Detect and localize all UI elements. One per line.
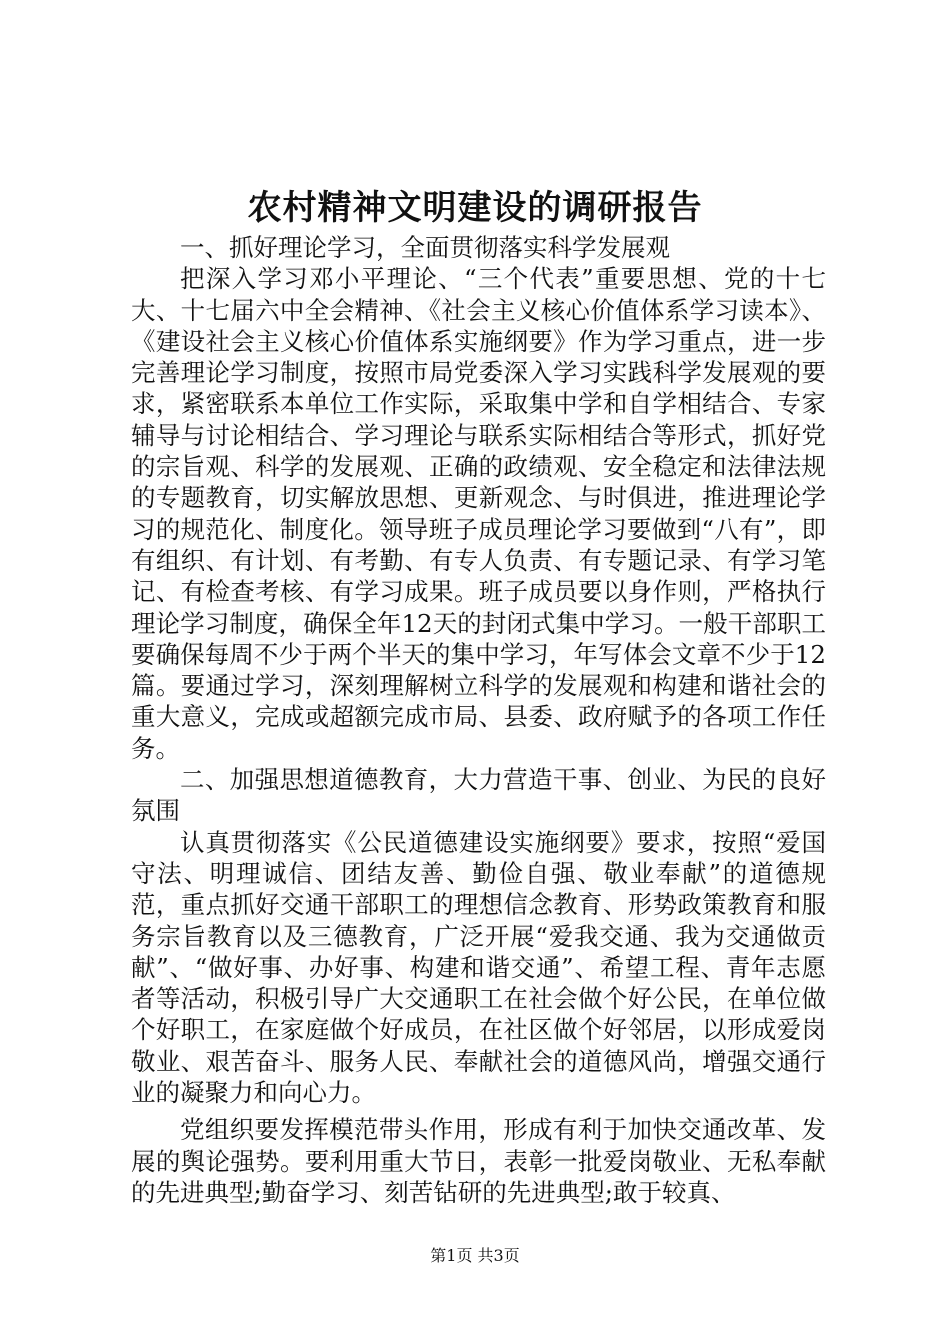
section-heading-1: 一、抓好理论学习，全面贯彻落实科学发展观 (180, 233, 670, 262)
document-body (131, 232, 826, 1208)
section-heading-2: 二、加强思想道德教育，大力营造干事、创业、为民的良好氛围 (131, 765, 826, 826)
paragraph-2: 认真贯彻落实《公民道德建设实施纲要》要求，按照“爱国守法、明理诚信、团结友善、勤俭自强、敬业奉献”的道德规范，重点抓好交通干部职工的理想信念教育、形势政策教育和服务宗旨教育以及三德教育，广泛开展“爱我交通、我为交通做贡献”、“做好事、办好事、构建和谐交通”、希望工程、青年志愿者等活动，积极引导广大交通职工在社会做个好公民，在单位做个好职工，在家庭做个好成员，在社区做个好邻居，以形成爱岗敬业、艰苦奋斗、服务人民、奉献社会的道德风尚，增强交通行业的凝聚力和向心力。 (131, 827, 826, 1108)
paragraph-1: 把深入学习邓小平理论、“三个代表”重要思想、党的十七大、十七届六中全会精神、《社会主义核心价值体系学习读本》、《建设社会主义核心价值体系实施纲要》作为学习重点，进一步完善理论学习制度，按照市局党委深入学习实践科学发展观的要求，紧密联系本单位工作实际，采取集中学和自学相结合、专家辅导与讨论相结合、学习理论与联系实际相结合等形式，抓好党的宗旨观、科学的发展观、正确的政绩观、安全稳定和法律法规的专题教育，切实解放思想、更新观念、与时俱进，推进理论学习的规范化、制度化。领导班子成员理论学习要做到“八有”，即有组织、有计划、有考勤、有专人负责、有专题记录、有学习笔记、有检查考核、有学习成果。班子成员要以身作则，严格执行理论学习制度，确保全年12天的封闭式集中学习。一般干部职工要确保每周不少于两个半天的集中学习，年写体会文章不少于12篇。要通过学习，深刻理解树立科学的发展观和构建和谐社会的重大意义，完成或超额完成市局、县委、政府赋予的各项工作任务。 (131, 264, 826, 763)
paragraph-3: 党组织要发挥模范带头作用，形成有利于加快交通改革、发展的舆论强势。要利用重大节日，表彰一批爱岗敬业、无私奉献的先进典型;勤奋学习、刻苦钻研的先进典型;敢于较真、 (131, 1115, 826, 1207)
document-title: 农村精神文明建设的调研报告 (247, 188, 703, 228)
page-footer: 第1页 共3页 (430, 1246, 520, 1265)
